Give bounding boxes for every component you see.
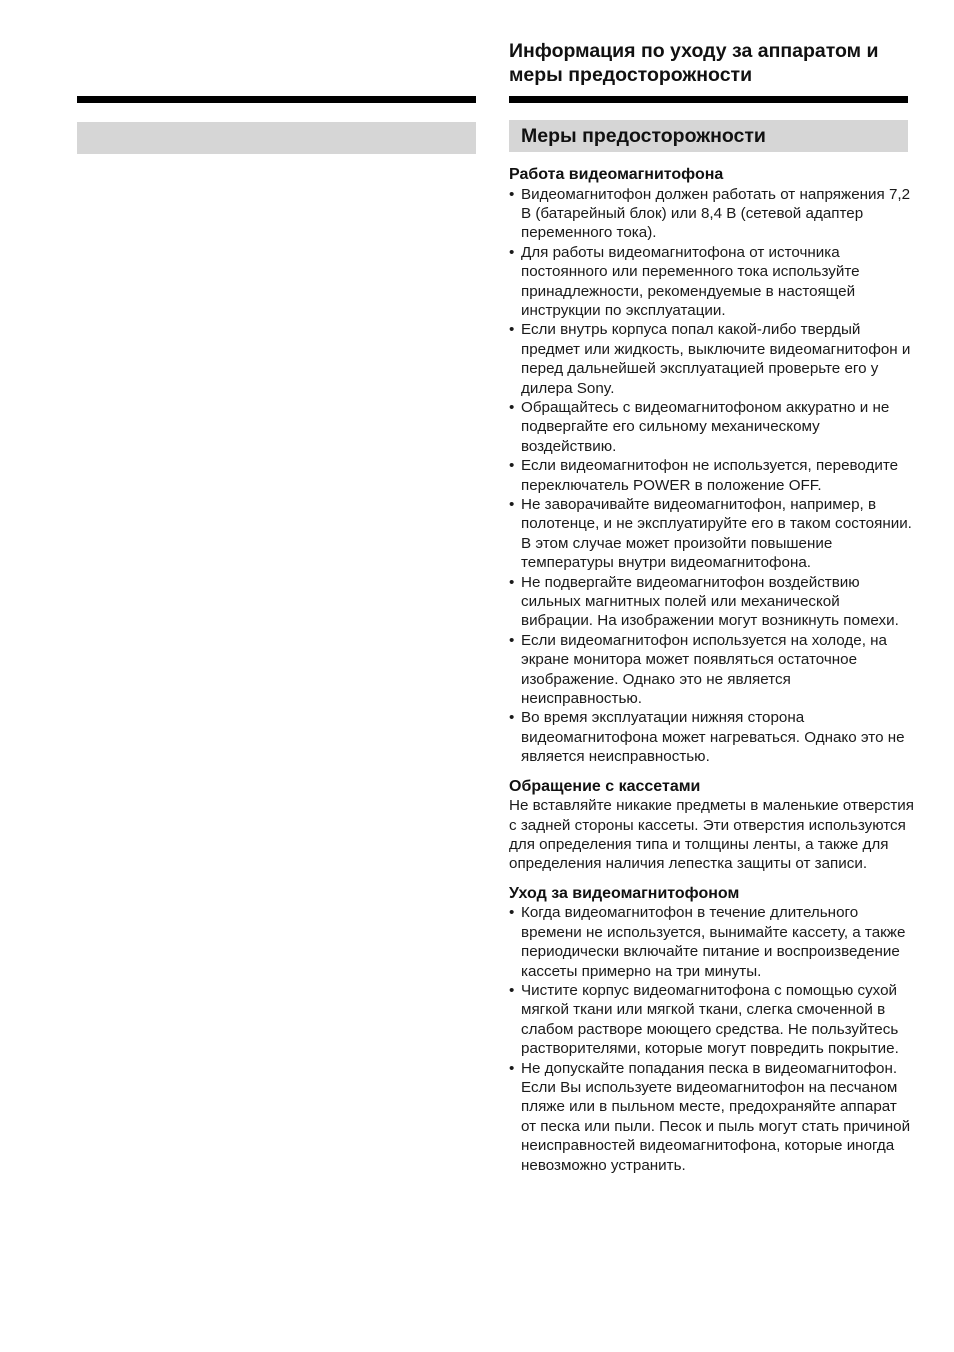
care-section [509, 884, 914, 1175]
list-item: • Чистите корпус видеомагнитофона с помощью сухой мягкой ткани или мягкой ткани, слегка смоченной в слабом растворе моющего средства. Не пользуйтесь растворителями, которые могут повредить покрытие. [509, 981, 914, 1059]
section-band-title: Меры предосторожности [509, 120, 908, 152]
list-item: • Не подвергайте видеомагнитофон воздействию сильных магнитных полей или механической вибрации. На изображении могут возникнуть помехи. [509, 573, 914, 631]
list-item: • Если внутрь корпуса попал какой-либо твердый предмет или жидкость, выключите видеомагнитофон и перед дальнейшей эксплуатацией проверьте его у дилера Sony. [509, 320, 914, 398]
cassettes-section [509, 777, 914, 874]
care-list [509, 903, 914, 1175]
left-column-section-band [77, 122, 476, 154]
main-content [509, 165, 914, 1175]
cassettes-heading: Обращение с кассетами [509, 777, 701, 795]
right-column-rule [509, 96, 908, 103]
left-column-rule [77, 96, 476, 103]
list-item: • Видеомагнитофон должен работать от напряжения 7,2 В (батарейный блок) или 8,4 В (сетевой адаптер переменного тока). [509, 185, 914, 243]
list-item: • Если видеомагнитофон не используется, переводите переключатель POWER в положение OFF. [509, 456, 914, 495]
page-title: Информация по уходу за аппаратом и меры предосторожности [509, 40, 879, 86]
list-item: • Не заворачивайте видеомагнитофон, например, в полотенце, и не эксплуатируйте его в таком состоянии. В этом случае может произойти повышение температуры внутри видеомагнитофона. [509, 495, 914, 573]
operation-list [509, 185, 914, 767]
operation-heading: Работа видеомагнитофона [509, 166, 724, 183]
list-item: • Во время эксплуатации нижняя сторона видеомагнитофона может нагреваться. Однако это не является неисправностью. [509, 708, 914, 766]
cassettes-paragraph: Не вставляйте никакие предметы в маленькие отверстия с задней стороны кассеты. Эти отверстия используются для определения типа и толщины ленты, а также для определения наличия лепестка защиты от записи. [509, 797, 915, 873]
list-item: • Когда видеомагнитофон в течение длительного времени не используется, вынимайте кассету, а также периодически включайте питание и воспроизведение кассеты примерно на три минуты. [509, 903, 914, 981]
list-item: • Если видеомагнитофон используется на холоде, на экране монитора может появляться остаточное изображение. Однако это не является неисправностью. [509, 631, 914, 709]
list-item: • Не допускайте попадания песка в видеомагнитофон. Если Вы используете видеомагнитофон на песчаном пляже или в пыльном месте, предохраняйте аппарат от песка или пыли. Песок и пыль могут стать причиной неисправностей видеомагнитофона, которые иногда невозможно устранить. [509, 1059, 914, 1175]
care-heading: Уход за видеомагнитофоном [509, 884, 740, 902]
list-item: • Для работы видеомагнитофона от источника постоянного или переменного тока используйте принадлежности, рекомендуемые в настоящей инструкции по эксплуатации. [509, 243, 914, 321]
operation-section [509, 165, 914, 767]
list-item: • Обращайтесь с видеомагнитофоном аккуратно и не подвергайте его сильному механическому воздействию. [509, 398, 914, 456]
